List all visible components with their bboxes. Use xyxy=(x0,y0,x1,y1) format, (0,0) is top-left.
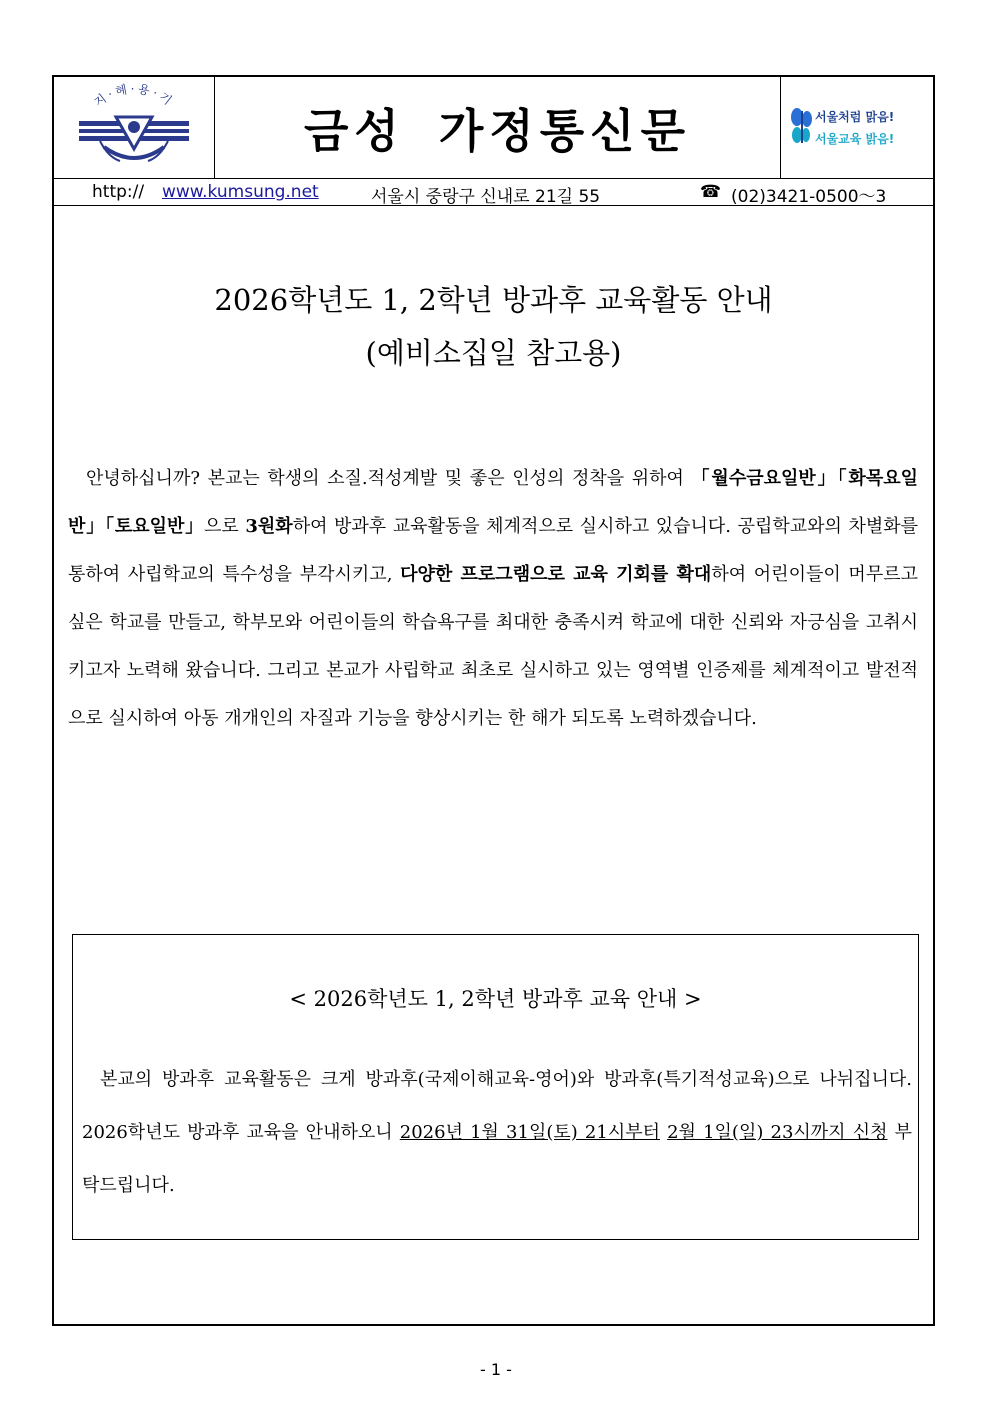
intro-class-schedule: 「월수금요일반」「화목요일반」「토요일반」 xyxy=(68,468,918,537)
header-row xyxy=(54,77,933,179)
document-title: 2026학년도 1, 2학년 방과후 교육활동 안내 xyxy=(214,283,773,317)
seoul-education-slogan xyxy=(781,77,933,178)
slogan-line-2: 서울교육 밝음! xyxy=(815,132,895,146)
intro-text-3: 하여 방과후 교육활동을 체계적으로 실시하고 있습니다. 공립학교와의 차별화를 통하여 사립학교의 특수성을 부각시키고, xyxy=(68,516,918,585)
notice-application-start: 2026년 1월 31일(토) 21시부터 xyxy=(399,1122,660,1143)
intro-paragraph xyxy=(68,455,918,743)
intro-program-expansion: 다양한 프로그램으로 교육 기회를 확대 xyxy=(400,564,712,585)
school-emblem-icon xyxy=(54,77,214,178)
school-address: 서울시 중랑구 신내로 21길 55 xyxy=(371,187,601,207)
butterfly-icon xyxy=(791,108,812,143)
notice-title: < 2026학년도 1, 2학년 방과후 교육 안내 > xyxy=(289,987,702,1011)
phone-icon: ☎ xyxy=(700,182,722,202)
slogan-line-1: 서울처럼 맑음! xyxy=(815,110,895,124)
newsletter-frame xyxy=(52,75,935,1326)
notice-body xyxy=(82,1053,912,1212)
school-website-link[interactable]: www.kumsung.net xyxy=(162,182,319,202)
newsletter-title: 금성 가정통신문 xyxy=(303,103,692,158)
notice-text-2: 부탁드립니다. xyxy=(82,1122,912,1196)
intro-text-2: 으로 xyxy=(204,516,239,537)
school-phone: (02)3421-0500～3 xyxy=(731,187,887,207)
title-cell xyxy=(215,77,781,178)
logo-motto-text: 지·혜·용·기 xyxy=(91,81,177,110)
notice-application-end: 2월 1일(일) 23시까지 신청 xyxy=(667,1122,888,1143)
notice-box xyxy=(72,934,919,1240)
page-number: - 1 - xyxy=(480,1360,512,1379)
logo-cell xyxy=(54,77,215,178)
intro-text-4: 하여 어린이들이 머무르고 싶은 학교를 만들고, 학부모와 어린이들의 학습욕구를 최대한 충족시켜 학교에 대한 신뢰와 자긍심을 고취시키고자 노력해 왔습니다. 그리고 본교가 사립학교 최초로 실시하고 있는 영역별 인증제를 체계적이고 발전적으로 실시하여 아동 개개인의 자질과 기능을 향상시키는 한 해가 되도록 노력하겠습니다. xyxy=(68,564,918,729)
intro-three-tracks: 3원화 xyxy=(245,516,293,537)
document-subtitle: (예비소집일 참고용) xyxy=(365,336,622,370)
url-prefix: http:// xyxy=(92,182,145,202)
notice-text-1: 본교의 방과후 교육활동은 크게 방과후(국제이해교육-영어)와 방과후(특기적성교육)으로 나뉘집니다. 2026학년도 방과후 교육을 안내하오니 xyxy=(82,1069,912,1143)
intro-text-1: 안녕하십니까? 본교는 학생의 소질.적성계발 및 좋은 인성의 정착을 위하여 xyxy=(86,468,684,489)
svg-text:지·혜·용·기 xyxy=(91,81,177,110)
slogan-cell xyxy=(781,77,933,178)
info-row xyxy=(54,179,933,206)
